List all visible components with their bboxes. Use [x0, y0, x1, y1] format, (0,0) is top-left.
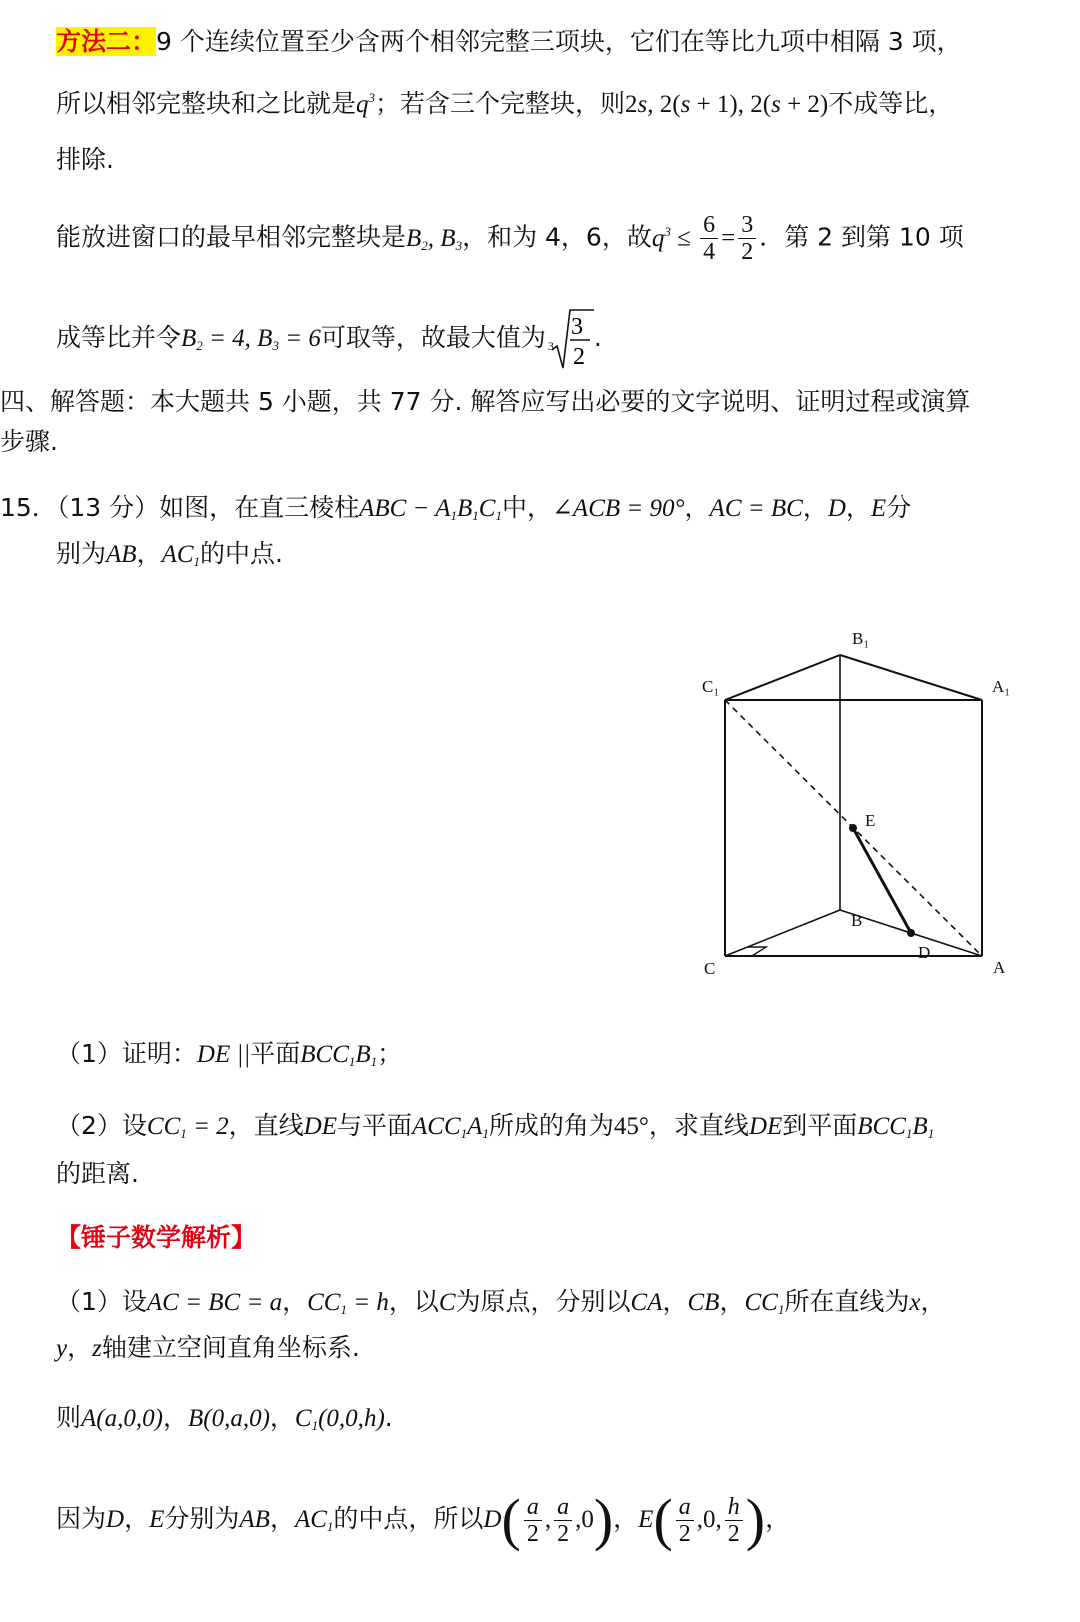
point-a-coords: A(a,0,0)	[81, 1405, 163, 1432]
label-b1: B₁	[852, 629, 870, 648]
window-line1	[56, 212, 964, 265]
method2-label: 方法二：	[56, 27, 157, 56]
edge-c1-b1	[725, 655, 840, 700]
text: 分别为	[164, 1504, 240, 1533]
text: .	[384, 1403, 393, 1432]
text: ，	[613, 1504, 639, 1533]
formula-cc1-2: $CC_1 = 2$	[146, 1113, 229, 1141]
text: 因为	[56, 1504, 107, 1533]
formula-ac-bc: AC = BC	[709, 495, 803, 522]
fraction-a-2: $\frac{a}{2}$	[524, 1494, 542, 1547]
var-ca: CA	[630, 1289, 663, 1316]
formula-b2-b3-values: $B_2 = 4$, $B_3 = 6$	[181, 325, 321, 353]
right-angle-mark	[748, 947, 766, 956]
var-d: D	[106, 1506, 125, 1533]
label-c1: C₁	[702, 677, 720, 696]
var-ac1: $AC_1$	[294, 1506, 334, 1534]
text: 别为	[56, 539, 107, 568]
svg-text:3: 3	[570, 314, 583, 340]
text: （1）设	[56, 1287, 147, 1316]
text: 平面	[250, 1039, 301, 1068]
text: ．第 2 到第 10 项	[759, 222, 964, 252]
var-d: D	[827, 495, 846, 522]
point-b-coords: B(0,a,0)	[187, 1405, 270, 1432]
var-c: C	[438, 1289, 456, 1316]
text: ；	[377, 1039, 403, 1068]
text: ，	[282, 1287, 308, 1316]
var-cc1: $CC_1$	[744, 1289, 785, 1317]
comma: ,	[544, 1506, 552, 1533]
cube-root-3-2: 3 3 2	[550, 306, 594, 372]
var-z: z	[92, 1335, 102, 1362]
text: ，以	[388, 1287, 439, 1316]
var-e: E	[149, 1506, 165, 1533]
text: ，	[920, 1287, 946, 1316]
svg-text:2: 2	[572, 344, 585, 370]
section4-line2: 步骤.	[0, 427, 58, 456]
label-a: A	[993, 958, 1006, 977]
label-b: B	[851, 911, 863, 930]
paren-open: (	[653, 1487, 673, 1552]
text: 成等比并令	[56, 323, 182, 352]
text: 轴建立空间直角坐标系.	[101, 1333, 360, 1362]
paren-close: )	[593, 1487, 614, 1552]
text: 分	[886, 493, 912, 522]
text: ，	[269, 1504, 295, 1533]
fraction-6-4: $\frac{6}{4}$	[700, 212, 718, 265]
text: ，	[684, 493, 710, 522]
formula-b2b3: $B_2$, $B_3$	[406, 224, 463, 253]
formula-q3-bound: $q^3$	[651, 223, 671, 252]
text: ；若含三个完整块，则	[375, 89, 626, 118]
method2-line2	[56, 80, 953, 123]
text: ，	[67, 1333, 93, 1362]
question-1	[56, 1036, 402, 1080]
comma-zero-comma: ,0,	[696, 1506, 722, 1533]
formula-q3: $q^3$	[356, 90, 376, 118]
text: （1）证明：	[56, 1039, 197, 1068]
formula-angle: ∠ACB = 90°	[551, 495, 685, 522]
text: 不成等比，	[828, 89, 954, 118]
text: 可取等，故最大值为	[320, 323, 546, 352]
paren-close: )	[745, 1487, 766, 1552]
method2-text: 9 个连续位置至少含两个相邻完整三项块，它们在等比九项中相隔 3 项，	[156, 27, 962, 56]
formula-cc1-h: $CC_1 = h$	[307, 1289, 389, 1317]
fraction-a-2: $\frac{a}{2}$	[554, 1494, 572, 1547]
text: （13 分）如图，在直三棱柱	[56, 493, 360, 522]
angle-45: 45°	[613, 1113, 649, 1140]
section4-line1: 四、解答题：本大题共 5 小题，共 77 分. 解答应写出必要的文字说明、证明过程或演算	[0, 387, 971, 416]
var-x: x	[909, 1289, 921, 1316]
text: ，	[845, 493, 871, 522]
point-e-coords: E	[638, 1506, 654, 1533]
text: 的中点.	[200, 539, 283, 568]
text: ，	[162, 1403, 188, 1432]
text: ，直线	[228, 1111, 304, 1140]
method2-line3: 排除.	[56, 145, 114, 174]
text: 所在直线为	[784, 1287, 910, 1316]
text: .	[593, 323, 602, 352]
question-2-line1	[56, 1108, 934, 1152]
analysis-title: 【锤子数学解析】	[56, 1223, 257, 1252]
question-2-line2: 的距离.	[56, 1159, 139, 1188]
var-e: E	[870, 495, 887, 522]
problem15-line1	[0, 490, 911, 534]
text: 能放进窗口的最早相邻完整块是	[56, 222, 407, 252]
text: 到平面	[782, 1111, 858, 1140]
window-line2	[56, 306, 602, 372]
text: ，和为 4，6，故	[462, 222, 652, 252]
formula-plane-bcc1b1: $BCC_1B_1$	[857, 1113, 935, 1141]
var-cb: CB	[687, 1289, 720, 1316]
text: ，	[662, 1287, 688, 1316]
text: ，	[765, 1504, 791, 1533]
fraction-h-2: $\frac{h}{2}$	[725, 1494, 743, 1547]
point-d-coords: D	[483, 1506, 502, 1533]
edge-c-b	[725, 910, 840, 956]
var-y: y	[56, 1335, 68, 1362]
leq-symbol: ≤	[670, 224, 698, 252]
problem-number: 15．	[0, 493, 57, 522]
comma-zero: ,0	[575, 1506, 594, 1533]
text: ，	[136, 539, 162, 568]
formula-de-parallel: DE ||	[196, 1041, 251, 1068]
analysis-p3	[56, 1400, 393, 1444]
formula-prism: ABC − $A_1B_1C_1$	[359, 495, 502, 523]
text: 的中点，所以	[333, 1504, 484, 1533]
text: 与平面	[336, 1111, 412, 1140]
label-c: C	[704, 959, 716, 978]
var-ab: AB	[239, 1506, 270, 1533]
method2-line1	[56, 24, 962, 60]
formula-ac-bc-a: AC = BC = a	[146, 1289, 283, 1316]
point-c1-coords: $C_1(0,0,h)$	[294, 1405, 385, 1433]
formula-plane-acc1a1: $ACC_1A_1$	[412, 1113, 489, 1141]
text: 中，	[501, 493, 552, 522]
fraction-a-2: $\frac{a}{2}$	[676, 1494, 694, 1547]
analysis-p1	[56, 1284, 945, 1328]
var-de: DE	[748, 1113, 783, 1140]
var-ac1: $AC_1$	[161, 541, 201, 569]
text: ，	[269, 1403, 295, 1432]
formula-triple: 2s, 2(s + 1), 2(s + 2)	[625, 91, 829, 118]
text: ，	[124, 1504, 150, 1533]
point-d	[907, 929, 915, 937]
analysis-p2	[56, 1330, 360, 1367]
text: ，	[802, 493, 828, 522]
point-e	[849, 824, 857, 832]
var-ab: AB	[106, 541, 137, 568]
paren-open: (	[501, 1487, 521, 1552]
text: 所以相邻完整块和之比就是	[56, 89, 357, 118]
eq-symbol: =	[721, 224, 736, 252]
edge-b1-a1	[840, 655, 982, 700]
text: 为原点，分别以	[455, 1287, 631, 1316]
problem15-line2	[56, 536, 283, 580]
text: 所成的角为	[488, 1111, 614, 1140]
text: ，	[719, 1287, 745, 1316]
fraction-3-2: $\frac{3}{2}$	[738, 212, 756, 265]
label-d: D	[918, 943, 931, 962]
formula-plane-bcc1b1: $BCC_1B_1$	[300, 1041, 378, 1069]
label-a1: A₁	[992, 677, 1011, 696]
text: （2）设	[56, 1111, 147, 1140]
text: 则	[56, 1403, 82, 1432]
var-de: DE	[303, 1113, 337, 1140]
analysis-p4	[56, 1487, 791, 1552]
prism-figure	[690, 620, 1030, 990]
label-e: E	[865, 811, 876, 830]
text: ，求直线	[648, 1111, 749, 1140]
